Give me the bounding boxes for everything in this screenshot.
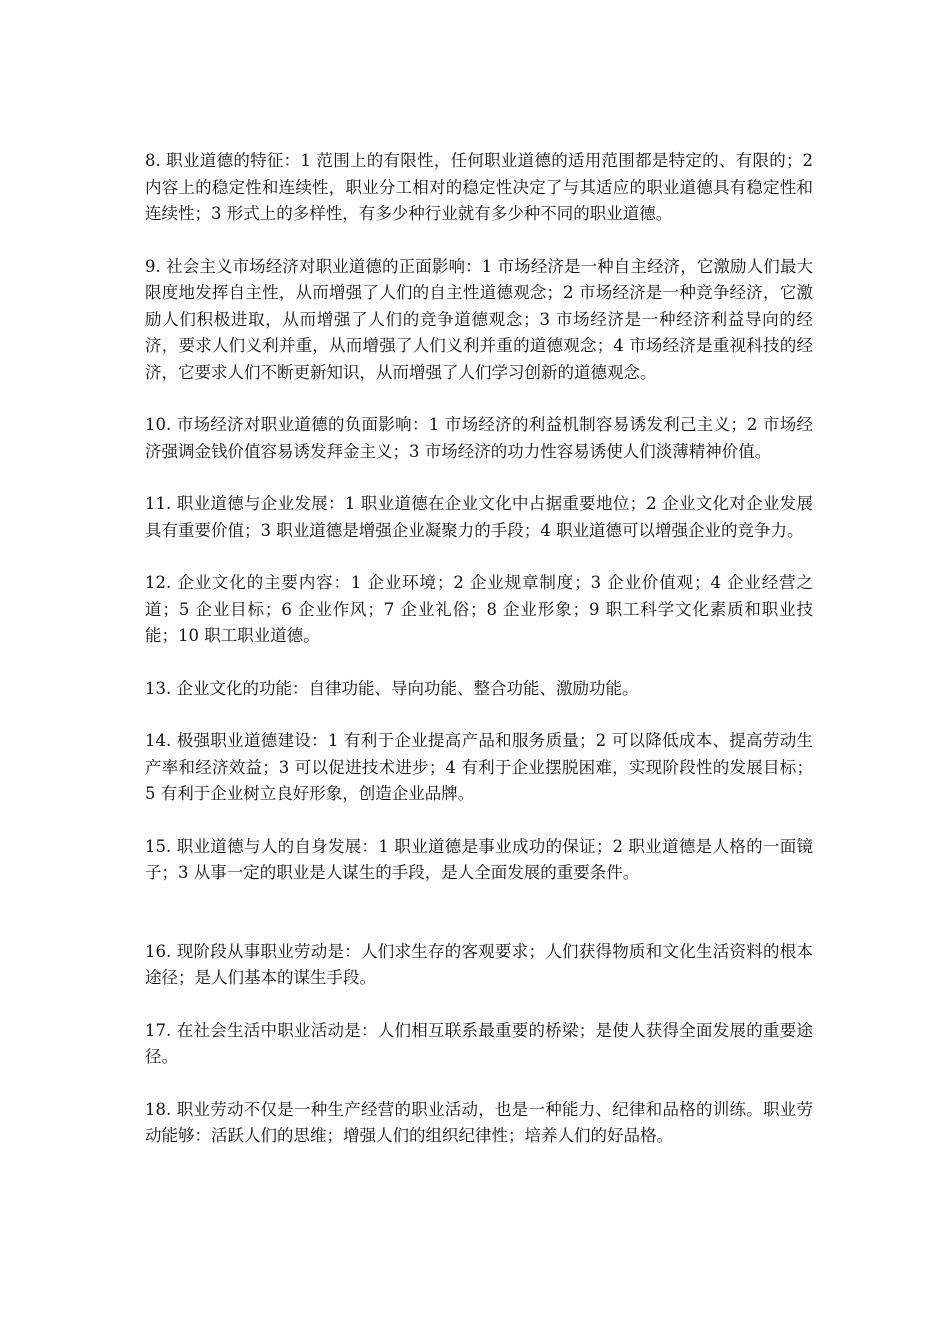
paragraph-10: 10. 市场经济对职业道德的负面影响：1 市场经济的利益机制容易诱发利己主义；2 市场经济强调金钱价值容易诱发拜金主义；3 市场经济的功力性容易诱使人们淡薄精神价值。 (145, 415, 813, 461)
document-body (145, 148, 813, 1176)
paragraph-15: 15. 职业道德与人的自身发展：1 职业道德是事业成功的保证；2 职业道德是人格的一面镜子；3 从事一定的职业是人谋生的手段，是人全面发展的重要条件。 (145, 836, 813, 882)
paragraph-9: 9. 社会主义市场经济对职业道德的正面影响：1 市场经济是一种自主经济，它激励人们最大限度地发挥自主性，从而增强了人们的自主性道德观念；2 市场经济是一种竞争经济，它激励人们积极进取，从而增强了人们的竞争道德观念；3 市场经济是一种经济利益导向的经济，要求人们义利并重，从而增强了人们义利并重的道德观念；4 市场经济是重视科技的经济，它要求人们不断更新知识，从而增强了人们学习创新的道德观念。 (145, 256, 813, 382)
paragraph-17: 17. 在社会生活中职业活动是：人们相互联系最重要的桥梁；是使人获得全面发展的重要途径。 (145, 1020, 813, 1066)
paragraph-13: 13. 企业文化的功能：自律功能、导向功能、整合功能、激励功能。 (145, 678, 639, 698)
paragraph-12: 12. 企业文化的主要内容：1 企业环境；2 企业规章制度；3 企业价值观；4 企业经营之道；5 企业目标；6 企业作风；7 企业礼俗；8 企业形象；9 职工科学文化素质和职业技能；10 职工职业道德。 (145, 573, 813, 645)
paragraph-18: 18. 职业劳动不仅是一种生产经营的职业活动，也是一种能力、纪律和品格的训练。职业劳动能够：活跃人们的思维；增强人们的组织纪律性；培养人们的好品格。 (145, 1099, 813, 1145)
paragraph-14: 14. 极强职业道德建设：1 有利于企业提高产品和服务质量；2 可以降低成本、提高劳动生产率和经济效益；3 可以促进技术进步；4 有利于企业摆脱困难，实现阶段性的发展目标；5 有利于企业树立良好形象，创造企业品牌。 (145, 731, 813, 803)
paragraph-11: 11. 职业道德与企业发展：1 职业道德在企业文化中占据重要地位；2 企业文化对企业发展具有重要价值；3 职业道德是增强企业凝聚力的手段；4 职业道德可以增强企业的竞争力。 (145, 494, 813, 540)
paragraph-16: 16. 现阶段从事职业劳动是：人们求生存的客观要求；人们获得物质和文化生活资料的根本途径；是人们基本的谋生手段。 (145, 941, 813, 987)
paragraph-8: 8. 职业道德的特征：1 范围上的有限性，任何职业道德的适用范围都是特定的、有限的；2 内容上的稳定性和连续性，职业分工相对的稳定性决定了与其适应的职业道德具有稳定性和连续性；3 形式上的多样性，有多少种行业就有多少种不同的职业道德。 (145, 151, 813, 223)
